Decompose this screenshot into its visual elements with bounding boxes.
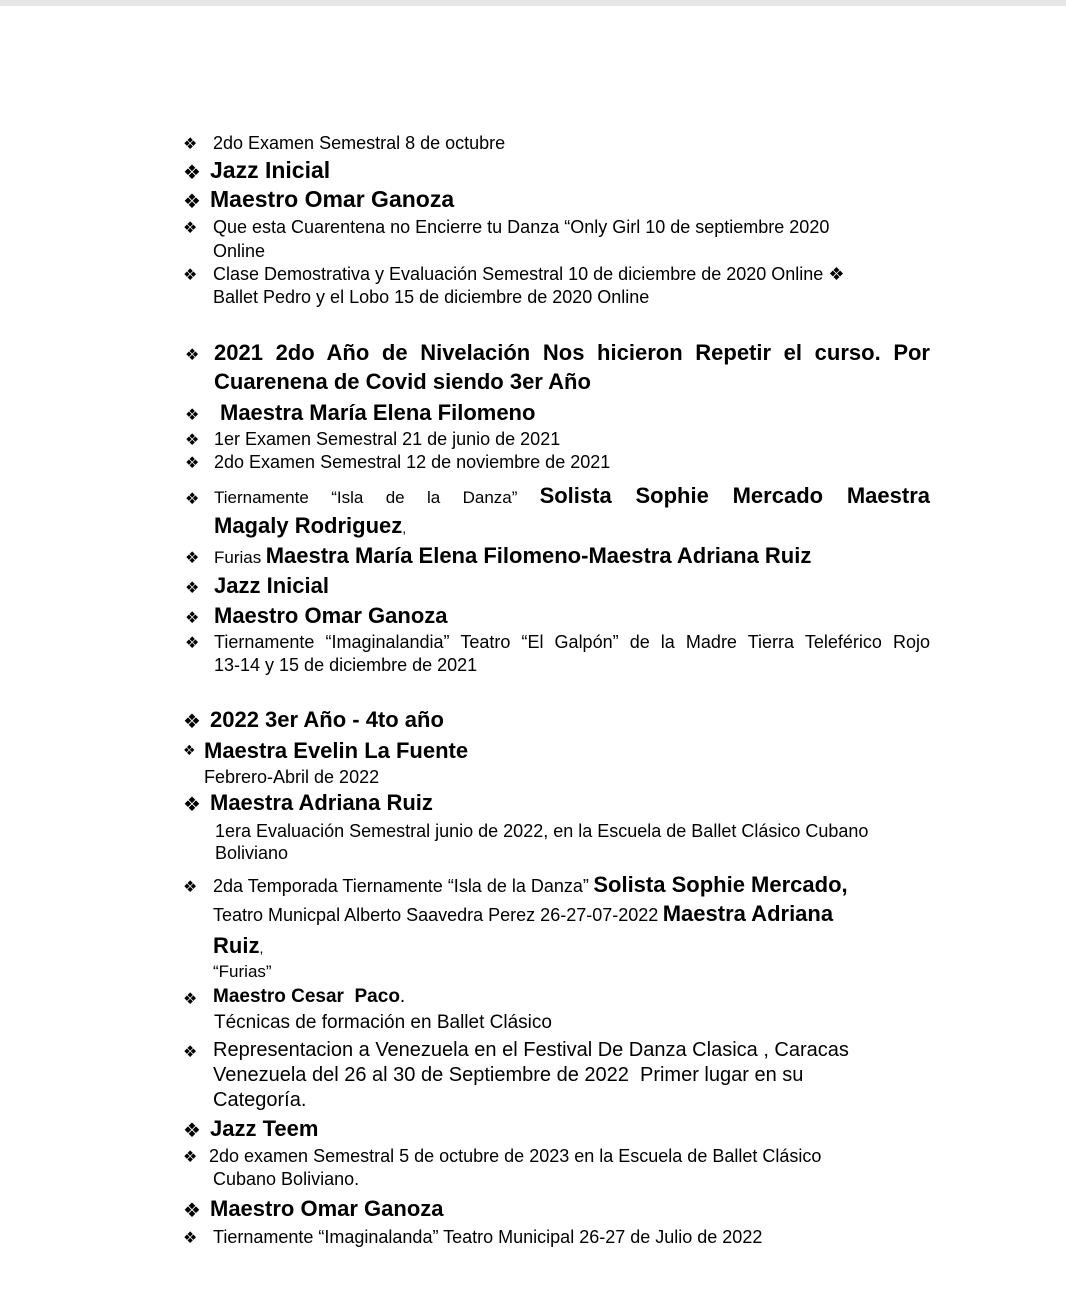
section-heading: Jazz Teem <box>210 1116 319 1141</box>
teacher-heading: Maestro Omar Ganoza <box>210 186 455 212</box>
bullet-icon: ❖ <box>185 453 200 472</box>
list-item-continuation: Categoría. <box>213 1089 307 1111</box>
bullet-icon: ❖ <box>183 1228 198 1247</box>
top-edge-bar <box>0 0 1066 6</box>
event-title: Furias <box>214 548 262 567</box>
event-credits: Solista Sophie Mercado, <box>593 872 848 897</box>
bullet-icon: ❖ <box>185 345 200 364</box>
teacher-heading: Maestra María Elena Filomeno <box>220 400 536 425</box>
list-item-continuation: Técnicas de formación en Ballet Clásico <box>214 1012 552 1033</box>
list-item: Tiernamente “Imaginalanda” Teatro Municipal 26-27 de Julio de 2022 <box>213 1227 763 1247</box>
bullet-icon: ❖ <box>185 578 200 597</box>
list-item: Representacion a Venezuela en el Festival De Danza Clasica , Caracas <box>213 1039 849 1061</box>
teacher-name: Ruiz <box>213 933 260 958</box>
teacher-name: Magaly Rodriguez <box>214 513 403 538</box>
list-item-continuation: Ballet Pedro y el Lobo 15 de diciembre de 2020 Online <box>213 287 650 307</box>
list-item-continuation <box>213 901 833 927</box>
list-item: 1era Evaluación Semestral junio de 2022, en la Escuela de Ballet Clásico Cubano <box>215 821 869 841</box>
bullet-icon: ❖ <box>185 405 200 424</box>
bullet-icon: ❖ <box>183 1147 198 1166</box>
teacher-name: Maestro Cesar Paco <box>213 986 400 1007</box>
bullet-icon: ❖ <box>183 134 198 153</box>
teacher-heading: Maestro Omar Ganoza <box>214 603 448 628</box>
event-title: 2da Temporada Tiernamente “Isla de la Danza” <box>213 876 589 896</box>
list-item <box>214 483 930 509</box>
bullet-icon: ❖ <box>183 1118 201 1142</box>
bullet-icon: ❖ <box>185 430 200 449</box>
bullet-icon: ❖ <box>183 265 198 284</box>
teacher-name: Maestra Adriana <box>662 901 834 926</box>
list-item <box>214 543 811 569</box>
comma: , <box>402 520 407 536</box>
list-item-continuation: Cubano Boliviano. <box>213 1169 360 1189</box>
bullet-icon: ❖ <box>185 608 200 627</box>
list-item-continuation: Venezuela del 26 al 30 de Septiembre de 2022 Primer lugar en su <box>213 1064 804 1086</box>
event-credits: Solista Sophie Mercado Maestra <box>539 483 930 508</box>
teacher-heading <box>213 986 405 1008</box>
section-heading: Jazz Inicial <box>210 157 331 183</box>
list-item-continuation: Online <box>213 241 266 261</box>
teacher-heading: Maestra Evelin La Fuente <box>204 738 469 763</box>
period: . <box>399 986 406 1007</box>
list-item: Que esta Cuarentena no Encierre tu Danza “Only Girl 10 de septiembre 2020 <box>213 217 830 237</box>
list-item <box>213 872 848 898</box>
bullet-icon: ❖ <box>183 743 196 759</box>
venue: Teatro Municpal Alberto Saavedra Perez 26-27-07-2022 <box>213 905 659 925</box>
list-item-continuation: 13-14 y 15 de diciembre de 2021 <box>214 655 478 675</box>
list-item-continuation: Boliviano <box>215 843 289 863</box>
bullet-icon: ❖ <box>183 709 201 733</box>
list-item-continuation <box>214 513 406 539</box>
bullet-icon: ❖ <box>183 1198 201 1222</box>
list-item: 2do Examen Semestral 8 de octubre <box>213 133 506 153</box>
year-heading: 2021 2do Año de Nivelación Nos hicieron Repetir el curso. Por <box>214 340 930 365</box>
bullet-icon: ❖ <box>185 548 200 567</box>
bullet-icon: ❖ <box>183 218 198 237</box>
list-item: 1er Examen Semestral 21 de junio de 2021 <box>214 429 561 449</box>
bullet-icon: ❖ <box>183 877 198 896</box>
bullet-icon: ❖ <box>183 189 201 213</box>
comma: , <box>259 940 264 956</box>
teacher-heading: Maestro Omar Ganoza <box>210 1196 444 1221</box>
bullet-icon: ❖ <box>183 792 201 816</box>
bullet-icon: ❖ <box>183 989 198 1008</box>
list-item-continuation: “Furias” <box>213 962 272 981</box>
list-item: 2do examen Semestral 5 de octubre de 2023 en la Escuela de Ballet Clásico <box>209 1146 822 1166</box>
list-item: Tiernamente “Imaginalandia” Teatro “El Galpón” de la Madre Tierra Teleférico Rojo <box>214 632 930 652</box>
section-heading: Jazz Inicial <box>214 573 329 598</box>
event-credits: Maestra María Elena Filomeno-Maestra Adriana Ruiz <box>265 543 812 568</box>
teacher-heading: Maestra Adriana Ruiz <box>210 790 433 815</box>
list-item: 2do Examen Semestral 12 de noviembre de 2021 <box>214 452 611 472</box>
bullet-icon: ❖ <box>183 160 201 184</box>
year-heading: 2022 3er Año - 4to año <box>210 707 444 732</box>
bullet-icon: ❖ <box>185 489 200 508</box>
list-item: Clase Demostrativa y Evaluación Semestral 10 de diciembre de 2020 Online ❖ <box>213 264 845 284</box>
date-range: Febrero-Abril de 2022 <box>204 767 380 787</box>
bullet-icon: ❖ <box>183 1042 198 1061</box>
year-heading-continuation: Cuarenena de Covid siendo 3er Año <box>214 369 591 394</box>
list-item-continuation <box>213 933 263 959</box>
bullet-icon: ❖ <box>185 633 200 652</box>
event-title: Tiernamente “Isla de la Danza” <box>214 488 518 507</box>
